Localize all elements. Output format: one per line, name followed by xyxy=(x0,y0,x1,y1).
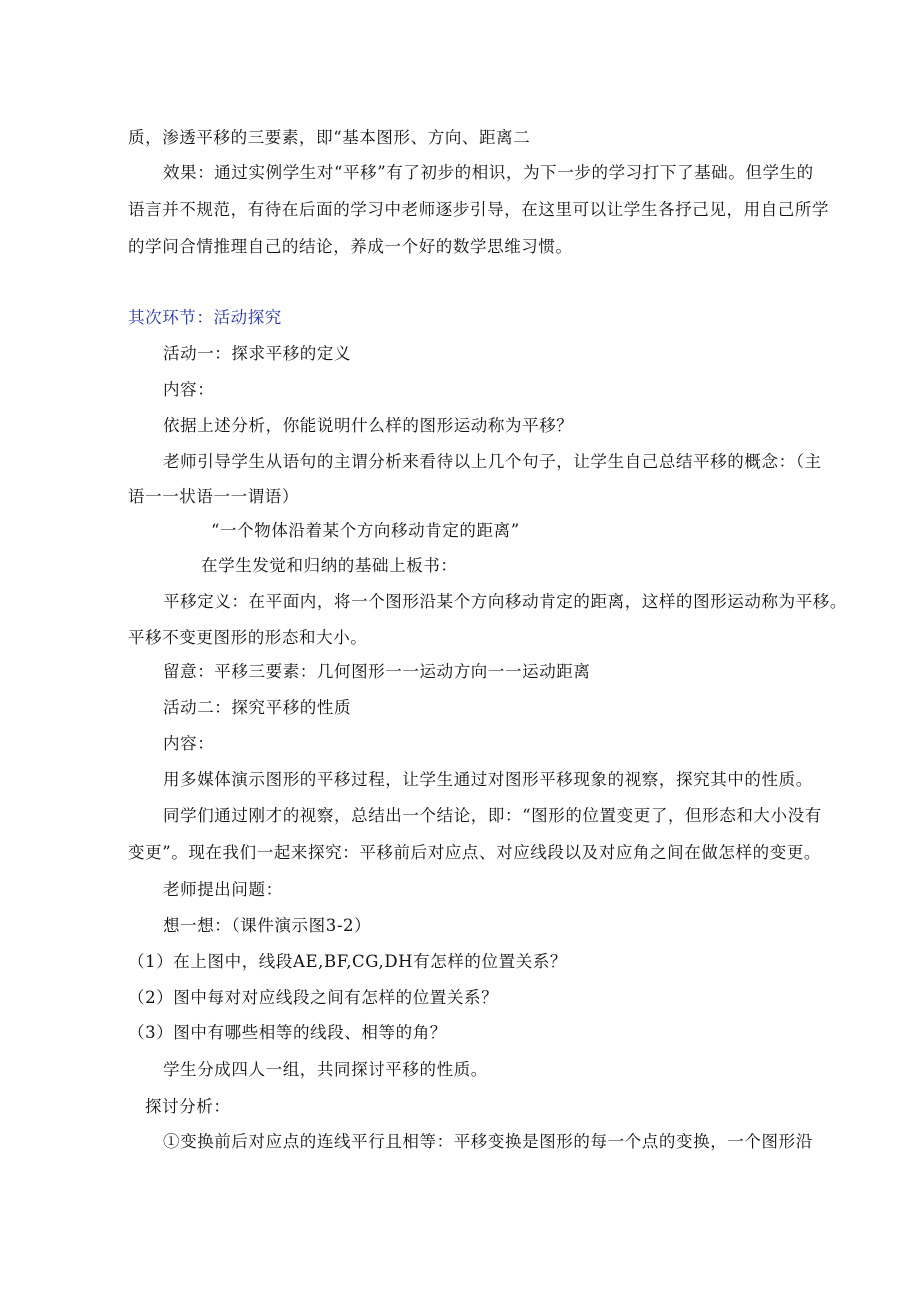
paragraph-line: 留意：平移三要素：几何图形一一运动方向一一运动距离 xyxy=(163,662,591,681)
paragraph-line: 质，渗透平移的三要素，即“基本图形、方向、距离二 xyxy=(128,128,531,147)
question-line: （3）图中有哪些相等的线段、相等的角？ xyxy=(128,1023,447,1042)
paragraph-line: 想一想：（课件演示图3-2） xyxy=(163,916,372,935)
paragraph-line: 变更”。现在我们一起来探究：平移前后对应点、对应线段以及对应角之间在做怎样的变更。 xyxy=(128,843,822,862)
paragraph-line: 活动二：探究平移的性质 xyxy=(163,698,352,717)
paragraph-line: 语一一状语一一谓语） xyxy=(128,487,299,506)
paragraph-line: 学生分成四人一组，共同探讨平移的性质。 xyxy=(163,1060,488,1079)
section-heading: 其次环节：活动探究 xyxy=(128,308,282,327)
paragraph-line: 用多媒体演示图形的平移过程，让学生通过对图形平移现象的视察，探究其中的性质。 xyxy=(163,770,813,789)
paragraph-line: 依据上述分析，你能说明什么样的图形运动称为平移？ xyxy=(163,416,574,435)
paragraph-line: 平移定义：在平面内，将一个图形沿某个方向移动肯定的距离，这样的图形运动称为平移。 xyxy=(163,592,847,611)
paragraph-line: 老师提出问题： xyxy=(163,880,283,899)
paragraph-line: 效果：通过实例学生对“平移”有了初步的相识，为下一步的学习打下了基础。但学生的 xyxy=(163,163,814,182)
paragraph-line: 内容： xyxy=(163,380,215,399)
paragraph-line: 同学们通过刚才的视察，总结出一个结论，即：“图形的位置变更了，但形态和大小没有 xyxy=(163,806,822,825)
paragraph-line: 内容： xyxy=(163,734,215,753)
quote-line: “一个物体沿着某个方向移动肯定的距离” xyxy=(211,521,520,540)
paragraph-line: 的学问合情推理自己的结论，养成一个好的数学思维习惯。 xyxy=(128,237,573,256)
paragraph-line: 活动一：探求平移的定义 xyxy=(163,344,352,363)
paragraph-line: ①变换前后对应点的连线平行且相等：平移变换是图形的每一个点的变换，一个图形沿 xyxy=(163,1132,813,1151)
paragraph-line: 老师引导学生从语句的主谓分析来看待以上几个句子，让学生自己总结平移的概念：（主 xyxy=(163,452,822,471)
question-line: （2）图中每对对应线段之间有怎样的位置关系？ xyxy=(128,988,499,1007)
paragraph-line: 在学生发觉和归纳的基础上板书： xyxy=(201,556,458,575)
paragraph-line: 探讨分析： xyxy=(145,1097,231,1116)
paragraph-line: 平移不变更图形的形态和大小。 xyxy=(128,628,368,647)
question-line: （1）在上图中，线段AE,BF,CG,DH有怎样的位置关系？ xyxy=(128,952,568,971)
paragraph-line: 语言并不规范，有待在后面的学习中老师逐步引导，在这里可以让学生各抒己见，用自己所学 xyxy=(128,200,830,219)
